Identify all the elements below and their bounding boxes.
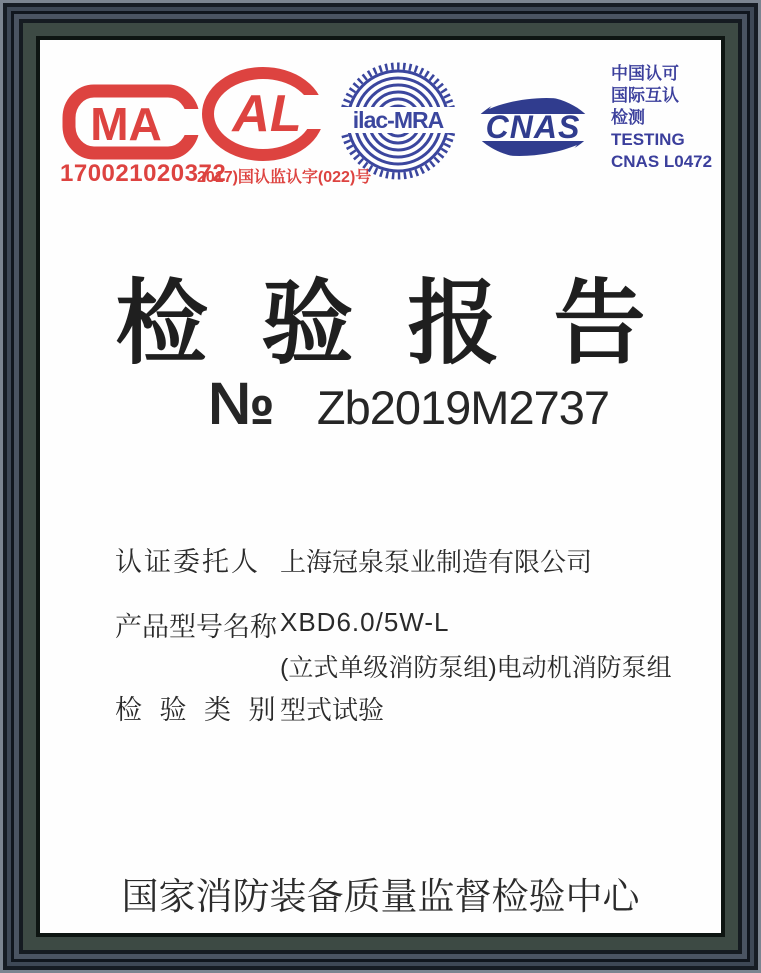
accreditation-line: 国际互认 bbox=[611, 86, 679, 105]
issuing-authority: 国家消防装备质量监督检验中心 bbox=[121, 876, 640, 917]
ilac-mra-label: ilac-MRA bbox=[352, 107, 444, 133]
cnas-letters: CNAS bbox=[485, 109, 581, 145]
certificate-paper bbox=[40, 40, 721, 933]
cma-logo-icon bbox=[62, 84, 200, 160]
accreditation-text-block bbox=[611, 63, 721, 173]
field-row-product-model-line2 bbox=[40, 646, 721, 682]
product-model-value: XBD6.0/5W-L bbox=[280, 607, 450, 637]
accreditation-line: TESTING bbox=[611, 130, 685, 149]
applicant-label: 认证委托人 bbox=[115, 547, 260, 577]
applicant-value: 上海冠泉泵业制造有限公司 bbox=[280, 547, 593, 577]
inspection-type-value: 型式试验 bbox=[280, 695, 385, 725]
cma-certificate-number: 170021020372 bbox=[60, 160, 227, 187]
product-model-value-line2: (立式单级消防泵组)电动机消防泵组 bbox=[280, 654, 672, 682]
report-number-row bbox=[208, 370, 610, 437]
inspection-type-label: 检 验 类 别 bbox=[115, 695, 281, 725]
report-title: 检验报告 bbox=[115, 273, 700, 375]
field-row-inspection-type bbox=[40, 688, 721, 724]
accreditation-line: 检测 bbox=[611, 108, 645, 127]
field-row-product-model bbox=[40, 605, 721, 641]
cal-letters: AL bbox=[232, 85, 302, 143]
ilac-mra-logo-icon bbox=[336, 60, 460, 182]
cal-approval-number: 2017)国认监认字(022)号 bbox=[197, 169, 372, 186]
field-row-applicant bbox=[40, 540, 721, 576]
accreditation-line: CNAS L0472 bbox=[611, 152, 713, 171]
report-number: Zb2019M2737 bbox=[316, 381, 610, 434]
frame-moulding bbox=[23, 23, 738, 950]
cal-logo-icon bbox=[201, 66, 325, 162]
cma-letters: MA bbox=[90, 98, 162, 150]
numero-symbol: № bbox=[208, 370, 275, 437]
cnas-logo-icon bbox=[467, 77, 599, 177]
product-model-label: 产品型号名称 bbox=[115, 612, 277, 642]
accreditation-line: 中国认可 bbox=[611, 64, 679, 83]
